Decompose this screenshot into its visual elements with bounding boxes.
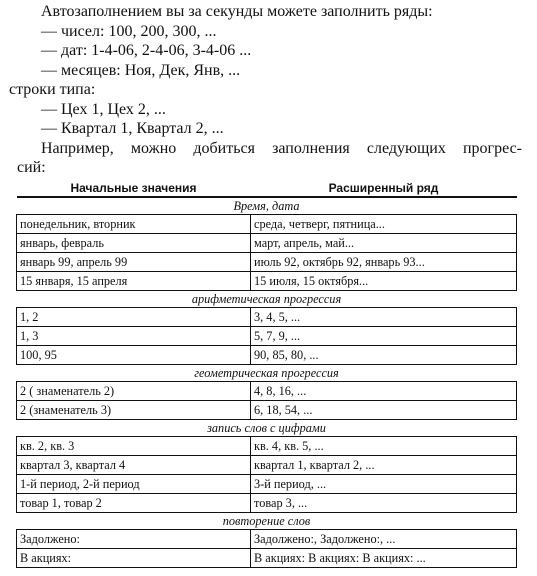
table-header-row xyxy=(17,180,517,197)
table-row xyxy=(17,401,517,420)
extended-series-cell: 3, 4, 5, ... xyxy=(251,308,517,327)
initial-value-cell: 100, 95 xyxy=(17,346,251,365)
section-title: повторение слов xyxy=(17,513,517,530)
table-row xyxy=(17,475,517,494)
extended-series-cell: июль 92, октябрь 92, январь 93... xyxy=(251,253,517,272)
section-header-row xyxy=(17,197,517,215)
list-item-workshop: — Цех 1, Цех 2, ... xyxy=(41,100,166,118)
table-row xyxy=(17,530,517,549)
section-title: запись слов с цифрами xyxy=(17,420,517,437)
table-row xyxy=(17,308,517,327)
initial-value-cell: В акциях: xyxy=(17,549,251,568)
list-item-months: — месяцев: Ноя, Дек, Янв, ... xyxy=(41,61,241,79)
list-item-numbers: — чисел: 100, 200, 300, ... xyxy=(41,22,217,40)
section-header-row xyxy=(17,365,517,382)
extended-series-cell: среда, четверг, пятница... xyxy=(251,215,517,234)
table-row xyxy=(17,327,517,346)
list-item-quarter: — Квартал 1, Квартал 2, ... xyxy=(41,120,224,137)
intro-text xyxy=(9,2,522,178)
strings-label: строки типа: xyxy=(9,81,96,98)
table-row xyxy=(17,346,517,365)
section-title: геометрическая прогрессия xyxy=(17,365,517,382)
table-row xyxy=(17,272,517,291)
initial-value-cell: 2 ( знаменатель 2) xyxy=(17,382,251,401)
initial-value-cell: квартал 3, квартал 4 xyxy=(17,456,251,475)
initial-value-cell: кв. 2, кв. 3 xyxy=(17,437,251,456)
table-row xyxy=(17,382,517,401)
progression-table xyxy=(16,180,517,568)
initial-value-cell: 1, 2 xyxy=(17,308,251,327)
initial-value-cell: 1, 3 xyxy=(17,327,251,346)
intro-paragraph: Автозаполнением вы за секунды можете заполнить ряды: xyxy=(41,3,433,20)
initial-value-cell: Задолжено: xyxy=(17,530,251,549)
section-title: арифметическая прогрессия xyxy=(17,291,517,308)
initial-value-cell: 2 (знаменатель 3) xyxy=(17,401,251,420)
section-header-row xyxy=(17,291,517,308)
extended-series-cell: март, апрель, май... xyxy=(251,234,517,253)
initial-value-cell: январь 99, апрель 99 xyxy=(17,253,251,272)
table-row xyxy=(17,456,517,475)
extended-series-cell: товар 3, ... xyxy=(251,494,517,513)
table-row xyxy=(17,234,517,253)
table-row xyxy=(17,549,517,568)
initial-value-cell: товар 1, товар 2 xyxy=(17,494,251,513)
initial-value-cell: январь, февраль xyxy=(17,234,251,253)
extended-series-cell: 4, 8, 16, ... xyxy=(251,382,517,401)
table-row xyxy=(17,253,517,272)
initial-value-cell: 1-й период, 2-й период xyxy=(17,475,251,494)
section-title: Время, дата xyxy=(17,197,517,215)
table-row xyxy=(17,437,517,456)
extended-series-cell: 3-й период, ... xyxy=(251,475,517,494)
extended-series-cell: 6, 18, 54, ... xyxy=(251,401,517,420)
extended-series-cell: кв. 4, кв. 5, ... xyxy=(251,437,517,456)
section-header-row xyxy=(17,420,517,437)
section-header-row xyxy=(17,513,517,530)
extended-series-cell: 5, 7, 9, ... xyxy=(251,327,517,346)
column-header-initial: Начальные значения xyxy=(17,180,251,197)
example-paragraph: Например, можно добиться заполнения следующих прогрес- xyxy=(41,139,522,157)
table-row xyxy=(17,494,517,513)
table-row xyxy=(17,215,517,234)
initial-value-cell: понедельник, вторник xyxy=(17,215,251,234)
example-paragraph-end: сий: xyxy=(17,159,46,176)
list-item-dates: — дат: 1-4-06, 2-4-06, 3-4-06 ... xyxy=(41,42,252,59)
column-header-extended: Расширенный ряд xyxy=(251,180,517,197)
extended-series-cell: квартал 1, квартал 2, ... xyxy=(251,456,517,475)
extended-series-cell: 90, 85, 80, ... xyxy=(251,346,517,365)
initial-value-cell: 15 января, 15 апреля xyxy=(17,272,251,291)
extended-series-cell: В акциях: В акциях: В акциях: ... xyxy=(251,549,517,568)
extended-series-cell: Задолжено:, Задолжено:, ... xyxy=(251,530,517,549)
extended-series-cell: 15 июля, 15 октября... xyxy=(251,272,517,291)
